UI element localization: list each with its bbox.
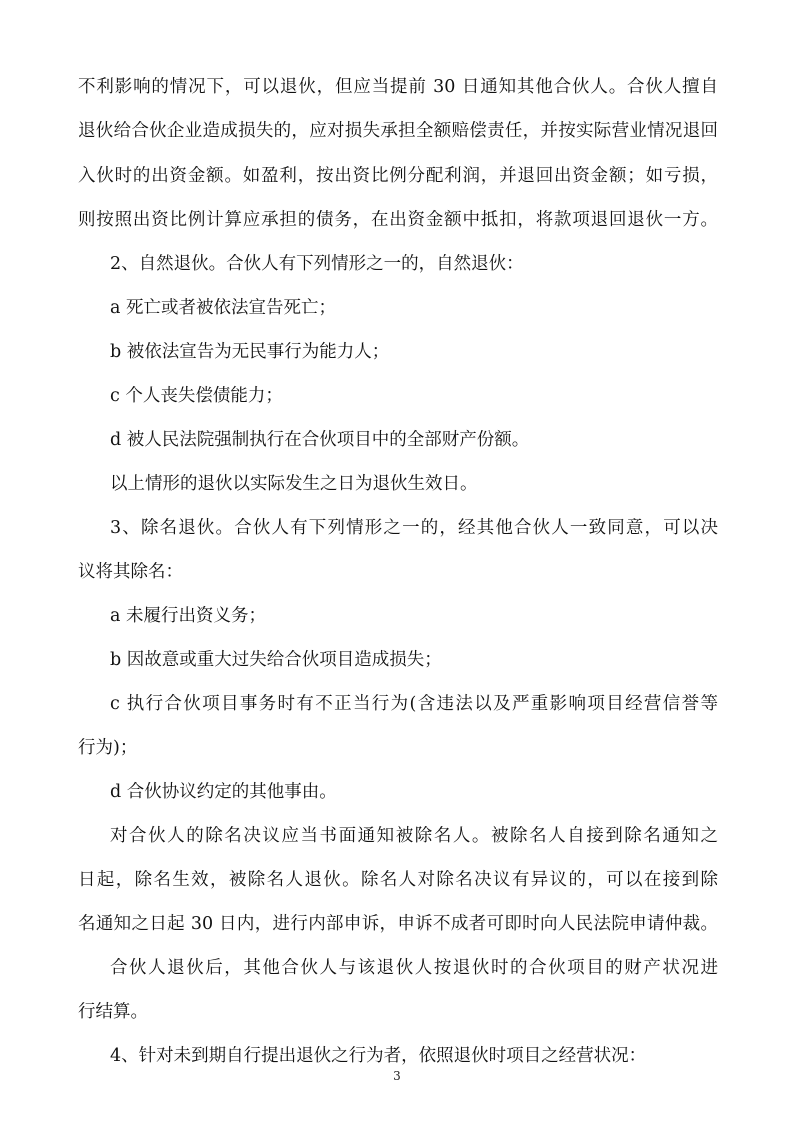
body-text-line: 则按照出资比例计算应承担的债务，在出资金额中抵扣，将款项退回退伙一方。: [78, 210, 718, 230]
list-item: b 被依法宣告为无民事行为能力人；: [110, 342, 390, 362]
list-item: d 合伙协议约定的其他事由。: [110, 782, 337, 802]
section-heading-expulsion: 3、除名退伙。合伙人有下列情形之一的，经其他合伙人一致同意，可以决: [110, 518, 718, 538]
body-text-line: 退伙给合伙企业造成损失的，应对损失承担全额赔偿责任，并按实际营业情况退回: [78, 121, 718, 141]
body-text-line: 入伙时的出资金额。如盈利，按出资比例分配利润，并退回出资金额；如亏损，: [78, 166, 718, 186]
list-item: a 未履行出资义务；: [110, 606, 266, 626]
body-text-line: 日起，除名生效，被除名人退伙。除名人对除名决议有异议的，可以在接到除: [78, 870, 718, 890]
body-text-line: 不利影响的情况下，可以退伙，但应当提前 30 日通知其他合伙人。合伙人擅自: [78, 77, 718, 97]
body-text-line: 议将其除名：: [78, 562, 183, 582]
list-item: a 死亡或者被依法宣告死亡；: [110, 298, 336, 318]
body-text-line: 名通知之日起 30 日内，进行内部申诉，申诉不成者可即时向人民法院申请仲裁。: [78, 914, 718, 934]
section-heading-early-withdrawal: 4、针对未到期自行提出退伙之行为者，依照退伙时项目之经营状况：: [110, 1046, 647, 1066]
list-item: b 因故意或重大过失给合伙项目造成损失；: [110, 650, 442, 670]
body-text-line: 对合伙人的除名决议应当书面通知被除名人。被除名人自接到除名通知之: [110, 826, 718, 846]
list-item: d 被人民法院强制执行在合伙项目中的全部财产份额。: [110, 430, 530, 450]
body-text-line: 合伙人退伙后，其他合伙人与该退伙人按退伙时的合伙项目的财产状况进: [110, 958, 718, 978]
body-text-line: 行为)；: [78, 738, 138, 758]
page-number: 3: [393, 1069, 401, 1083]
list-item: c 个人丧失偿债能力；: [110, 386, 283, 406]
list-item: c 执行合伙项目事务时有不正当行为(含违法以及严重影响项目经营信誉等: [110, 694, 718, 714]
body-text-line: 行结算。: [78, 1002, 148, 1022]
section-heading-natural-withdrawal: 2、自然退伙。合伙人有下列情形之一的，自然退伙：: [110, 254, 524, 274]
body-text-line: 以上情形的退伙以实际发生之日为退伙生效日。: [110, 474, 478, 494]
